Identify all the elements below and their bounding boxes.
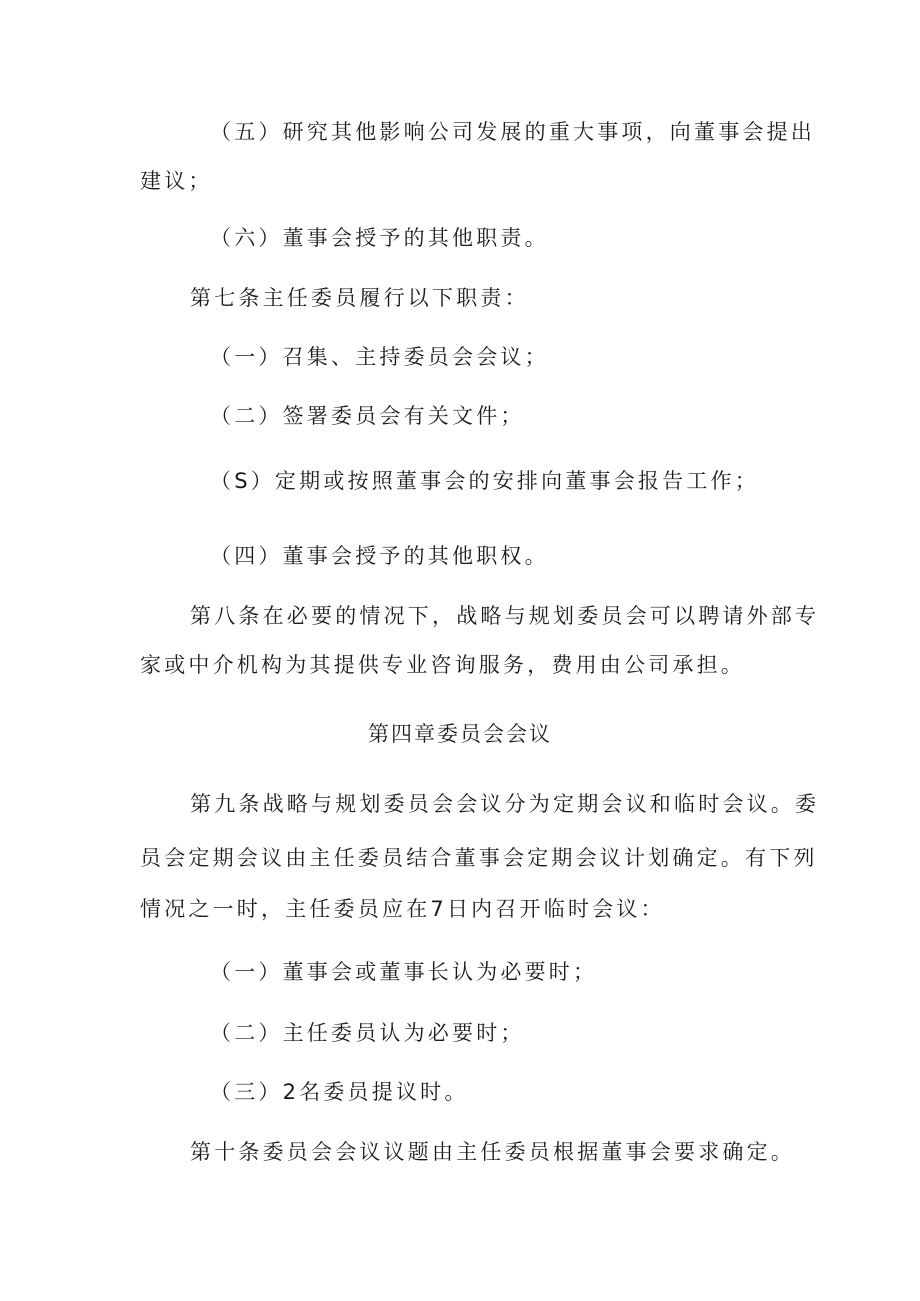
paragraph-item-6: （六）董事会授予的其他职责。 bbox=[210, 226, 549, 250]
article-7-heading: 第七条主任委员履行以下职责： bbox=[190, 286, 529, 310]
article-9-item-1: （一）董事会或董事长认为必要时； bbox=[210, 960, 598, 984]
paragraph-item-5-line-1: （五）研究其他影响公司发展的重大事项，向董事会提出 bbox=[210, 120, 815, 144]
article-9-line-3: 情况之一时，主任委员应在7日内召开临时会议： bbox=[140, 897, 665, 921]
chapter-4-heading: 第四章委员会会议 bbox=[368, 722, 552, 746]
article-7-item-1: （一）召集、主持委员会会议； bbox=[210, 345, 549, 369]
paragraph-item-5-line-2: 建议； bbox=[140, 169, 213, 193]
article-9-item-2: （二）主任委员认为必要时； bbox=[210, 1021, 525, 1045]
article-7-item-3: （S）定期或按照董事会的安排向董事会报告工作； bbox=[210, 469, 759, 493]
article-7-item-2: （二）签署委员会有关文件； bbox=[210, 404, 525, 428]
article-10: 第十条委员会会议议题由主任委员根据董事会要求确定。 bbox=[190, 1140, 795, 1164]
article-9-item-3: （三）2名委员提议时。 bbox=[210, 1080, 469, 1104]
article-7-item-4: （四）董事会授予的其他职权。 bbox=[210, 544, 549, 568]
article-8-line-1: 第八条在必要的情况下，战略与规划委员会可以聘请外部专 bbox=[190, 604, 820, 628]
article-9-line-2: 员会定期会议由主任委员结合董事会定期会议计划确定。有下列 bbox=[140, 846, 818, 870]
article-9-line-1: 第九条战略与规划委员会会议分为定期会议和临时会议。委 bbox=[190, 792, 820, 816]
article-8-line-2: 家或中介机构为其提供专业咨询服务，费用由公司承担。 bbox=[140, 653, 745, 677]
